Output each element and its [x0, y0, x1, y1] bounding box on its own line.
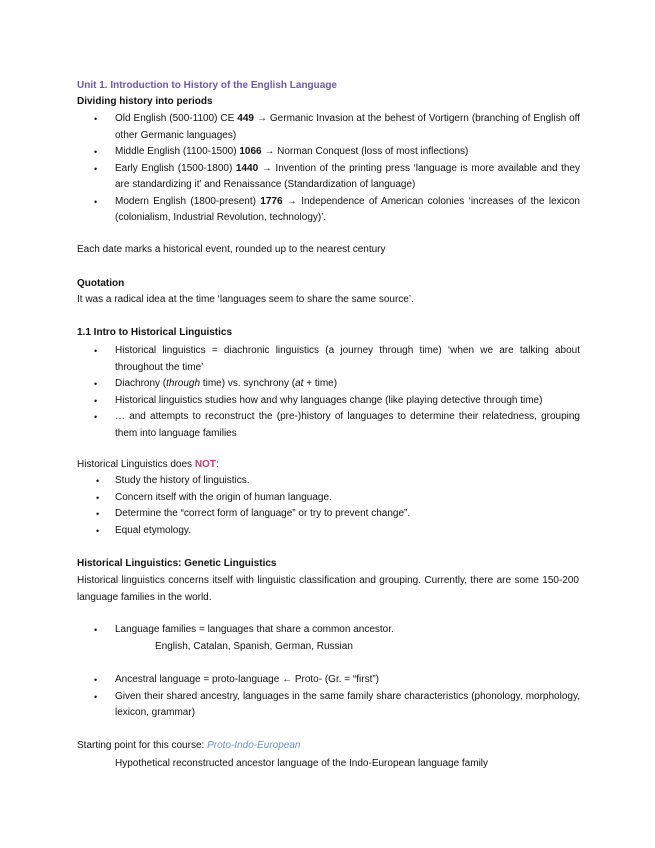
intro-item: • Historical linguistics studies how and why languages change (like playing detective through time): [77, 393, 580, 410]
families-list: [77, 622, 580, 639]
families-item: • Language families = languages that share a common ancestor.: [77, 622, 580, 639]
quotation-text: It was a radical idea at the time ‘languages seem to share the same source’.: [77, 294, 414, 305]
ancestry-item: • Given their shared ancestry, languages in the same family share characteristics (phonology, morphology, lexicon, grammar): [77, 689, 580, 722]
intro-list: [77, 343, 580, 442]
date-note: Each date marks a historical event, rounded up to the nearest century: [77, 244, 386, 255]
unit-title: Unit 1. Introduction to History of the English Language: [77, 80, 337, 91]
intro-heading: 1.1 Intro to Historical Linguistics: [77, 327, 233, 338]
ancestry-list: [77, 672, 580, 722]
not-word: NOT: [194, 459, 216, 470]
not-section-lead: Historical Linguistics does NOT:: [77, 459, 219, 470]
ancestry-item: • Ancestral language = proto-language ← Proto- (Gr. = “first”): [77, 672, 580, 689]
period-item: • Early English (1500-1800) 1440 → Invention of the printing press ‘language is more available and they are standardizing it’ and Renaissance (Standardization of language): [77, 161, 580, 194]
quotation-heading: Quotation: [77, 278, 125, 289]
not-list: [77, 473, 580, 539]
not-item: • Determine the “correct form of language” or try to prevent change”.: [77, 506, 580, 523]
periods-heading: Dividing history into periods: [77, 96, 213, 107]
intro-item: • Historical linguistics = diachronic linguistics (a journey through time) ‘when we are talking about throughout the time’: [77, 343, 580, 376]
not-item: • Study the history of linguistics.: [77, 473, 580, 490]
not-item: • Concern itself with the origin of human language.: [77, 490, 580, 507]
intro-item: • … and attempts to reconstruct the (pre-)history of languages to determine their relatedness, grouping them into language families: [77, 409, 580, 442]
pie-term: Proto-Indo-European: [207, 740, 301, 751]
pie-definition: Hypothetical reconstructed ancestor language of the Indo-European language family: [115, 758, 489, 769]
period-item: • Old English (500-1100) CE 449 → Germanic Invasion at the behest of Vortigern (branching of English off other Germanic languages): [77, 111, 580, 144]
families-examples: English, Catalan, Spanish, German, Russian: [155, 641, 353, 652]
intro-item: • Diachrony (through time) vs. synchrony (at + time): [77, 376, 580, 393]
starting-point: Starting point for this course: Proto-Indo-European: [77, 740, 301, 751]
period-item: • Modern English (1800-present) 1776 → Independence of American colonies ‘increases of the lexicon (colonialism, Industrial Revolution, technology)’.: [77, 194, 580, 227]
not-item: • Equal etymology.: [77, 523, 580, 540]
genetic-heading: Historical Linguistics: Genetic Linguistics: [77, 558, 277, 569]
period-item: • Middle English (1100-1500) 1066 → Norman Conquest (loss of most inflections): [77, 144, 580, 161]
genetic-paragraph: Historical linguistics concerns itself with linguistic classification and grouping. Currently, there are some 150-200 language families in the world.: [77, 575, 579, 603]
periods-list: [77, 111, 580, 227]
